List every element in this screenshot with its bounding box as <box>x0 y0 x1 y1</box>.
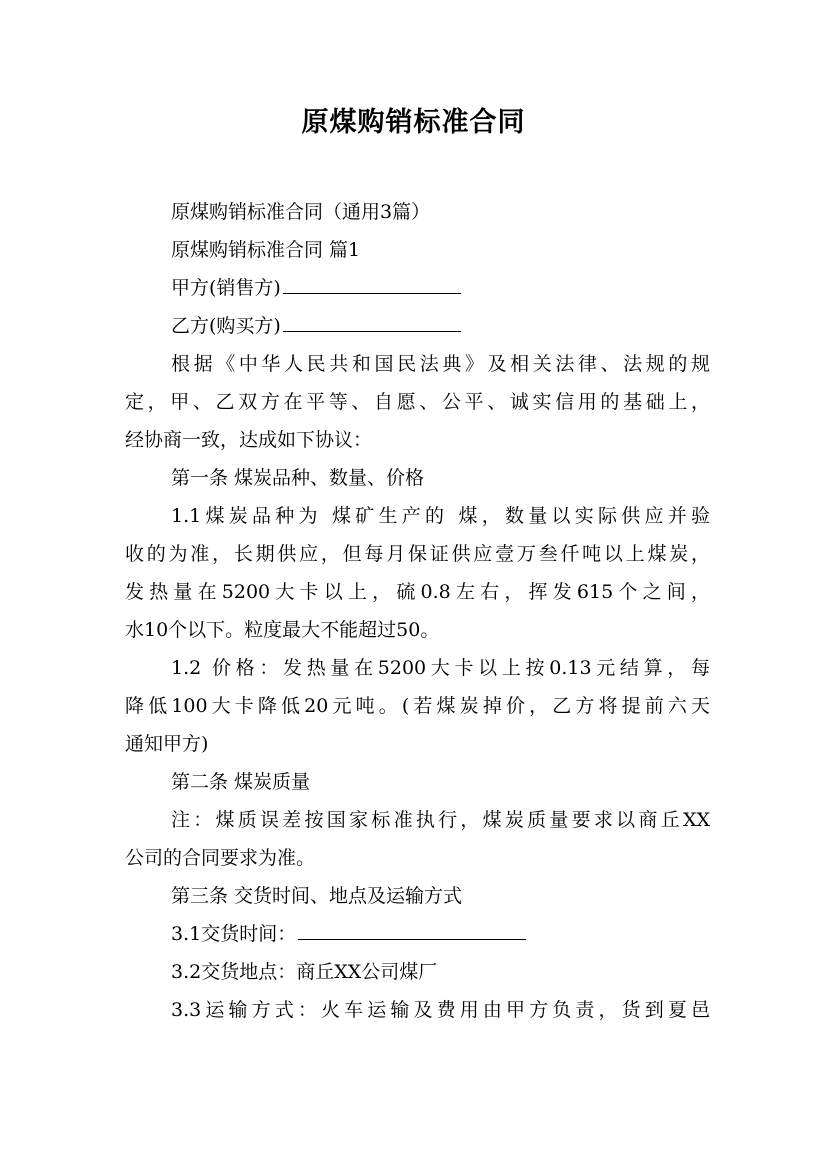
line-text: 第二条 煤炭质量 <box>171 771 311 793</box>
line-text: 公司的合同要求为准。 <box>125 847 316 869</box>
line-text: 根据《中华人民共和国民法典》及相关法律、法规的规 <box>171 353 710 375</box>
document-line <box>125 421 710 459</box>
document-line <box>125 763 710 801</box>
document-line <box>125 459 710 497</box>
line-text: 第三条 交货时间、地点及运输方式 <box>171 885 463 907</box>
document-line <box>125 307 710 345</box>
document-body <box>125 193 710 1029</box>
line-text: 原煤购销标准合同 篇1 <box>171 239 361 261</box>
line-text: 经协商一致，达成如下协议： <box>125 429 373 451</box>
document-line <box>125 193 710 231</box>
line-text: 水10个以下。粒度最大不能超过50。 <box>125 619 440 641</box>
document-line <box>125 877 710 915</box>
document-line <box>125 383 710 421</box>
line-text: 1.1煤炭品种为 煤矿生产的 煤，数量以实际供应并验 <box>171 505 710 527</box>
document-line <box>125 839 710 877</box>
document-line <box>125 991 710 1029</box>
line-text: 注：煤质误差按国家标准执行，煤炭质量要求以商丘XX <box>171 809 710 831</box>
document-title: 原煤购销标准合同 <box>301 107 526 138</box>
document-line <box>125 535 710 573</box>
line-text: 3.3运输方式：火车运输及费用由甲方负责，货到夏邑 <box>171 999 710 1021</box>
line-text: 降低100大卡降低20元吨。(若煤炭掉价，乙方将提前六天 <box>125 695 710 717</box>
line-text: 定，甲、乙双方在平等、自愿、公平、诚实信用的基础上， <box>125 391 710 413</box>
document-line <box>125 953 710 991</box>
line-text: 3.1交货时间： <box>171 923 297 945</box>
document-line <box>125 269 710 307</box>
document-line <box>125 649 710 687</box>
fill-in-blank <box>283 307 461 332</box>
line-text: 1.2 价格：发热量在5200大卡以上按0.13元结算，每 <box>171 657 710 679</box>
document-line <box>125 345 710 383</box>
fill-in-blank <box>298 915 526 940</box>
line-text: 乙方(购买方) <box>171 315 281 337</box>
line-text: 通知甲方) <box>125 733 209 755</box>
document-line <box>125 801 710 839</box>
document-line <box>125 231 710 269</box>
document-line <box>125 915 710 953</box>
document-line <box>125 573 710 611</box>
line-text: 第一条 煤炭品种、数量、价格 <box>171 467 425 489</box>
document-line <box>125 611 710 649</box>
line-text: 甲方(销售方) <box>171 277 281 299</box>
line-text: 3.2交货地点：商丘XX公司煤厂 <box>171 961 438 983</box>
line-text: 原煤购销标准合同（通用3篇） <box>171 201 431 223</box>
document-line <box>125 725 710 763</box>
fill-in-blank <box>283 269 461 294</box>
line-text: 收的为准，长期供应，但每月保证供应壹万叁仟吨以上煤炭， <box>125 543 710 565</box>
line-text: 发热量在5200大卡以上，硫0.8左右，挥发615个之间， <box>125 581 710 603</box>
document-line <box>125 497 710 535</box>
document-line <box>125 687 710 725</box>
